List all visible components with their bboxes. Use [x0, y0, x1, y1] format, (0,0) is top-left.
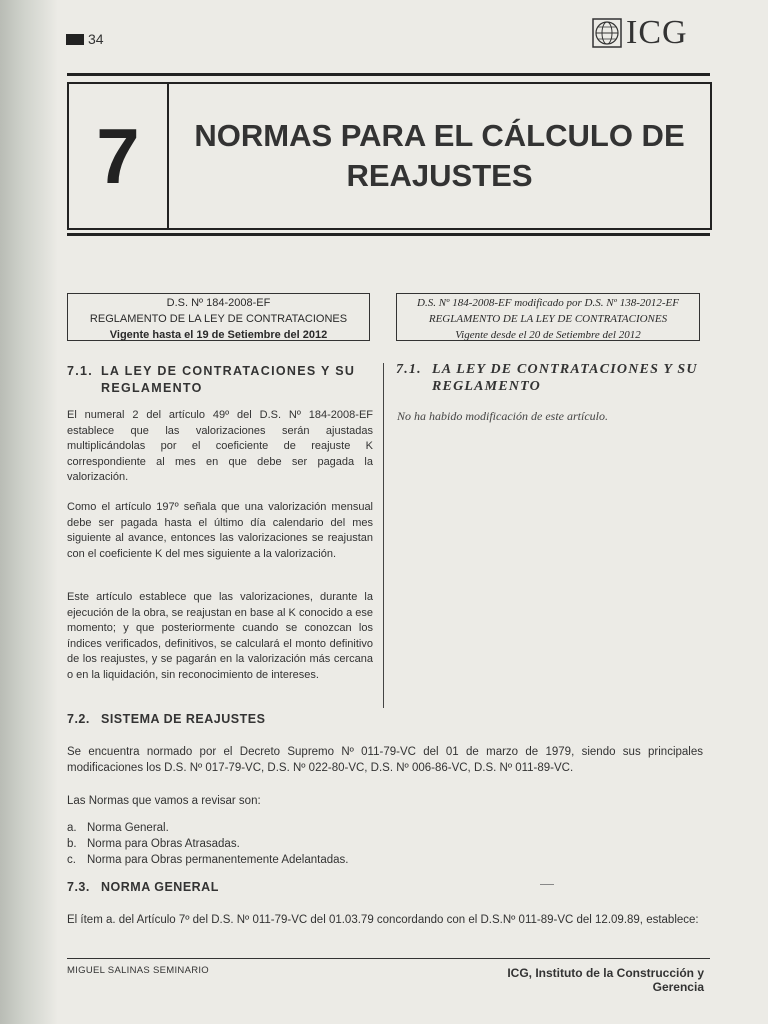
- chapter-title: [169, 116, 710, 196]
- chapter-title-line1: NORMAS PARA EL CÁLCULO DE: [194, 118, 685, 153]
- left-column-header: [67, 293, 370, 341]
- page-marker-square: [66, 34, 84, 45]
- paragraph-7-1-a: El numeral 2 del artículo 49º del D.S. Nº 184-2008-EF establece que las valorizaciones serán ajustadas multiplicándolas por el coeficiente de reajuste K correspondiente al mes en que debe ser pagada la valorización.: [67, 409, 373, 483]
- left-header-line2: REGLAMENTO DE LA LEY DE CONTRATACIONES: [89, 313, 348, 325]
- section-number: 7.1.: [67, 364, 94, 378]
- list-item: b. Norma para Obras Atrasadas.: [67, 838, 240, 850]
- paragraph-7-1-b: Como el artículo 197º señala que una valorización mensual debe ser pagada hasta el último día calendario del mes siguiente al avance, entonces las valorizaciones se reajustan con el coeficiente K del mes siguiente a la valorización.: [67, 501, 373, 560]
- paragraph-7-1-c: Este artículo establece que las valorizaciones, durante la ejecución de la obra, se reajustan en base al K conocido a ese momento; y que posteriormente cuando se conozcan los índices verificados, definitivos, se calculará el monto definitivo de los reajustes, y se pagarán en la valorización más cercana o en la liquidación, sin reconocimiento de intereses.: [67, 591, 373, 681]
- logo-text: ICG: [626, 14, 688, 51]
- chapter-header-box: [67, 82, 712, 230]
- section-7-1-heading-right: [396, 361, 706, 395]
- column-divider: [383, 363, 384, 708]
- left-header-line1: D.S. Nº 184-2008-EF: [166, 297, 271, 309]
- section-7-2-heading: [67, 712, 265, 726]
- book-spine-shadow: [0, 0, 58, 1024]
- section-title-line2: REGLAMENTO: [101, 381, 203, 395]
- right-header-line3: Vigente desde el 20 de Setiembre del 2012: [455, 329, 641, 341]
- list-item: a. Norma General.: [67, 822, 169, 834]
- section-number: 7.3.: [67, 880, 90, 894]
- section-title-line1: LA LEY DE CONTRATACIONES Y SU: [101, 364, 356, 378]
- top-rule: [67, 73, 710, 76]
- section-title-right-line2: REGLAMENTO: [432, 379, 541, 394]
- footer-rule: [67, 958, 710, 959]
- section-title-right-line1: LA LEY DE CONTRATACIONES Y SU: [432, 362, 698, 377]
- globe-icon: [592, 18, 622, 48]
- section-7-3-heading: [67, 880, 219, 894]
- section-number-right: 7.1.: [396, 362, 422, 377]
- page-number: [66, 31, 104, 47]
- chapter-title-line2: REAJUSTES: [346, 158, 533, 193]
- section-number: 7.2.: [67, 712, 90, 726]
- paragraph-7-3-a: El ítem a. del Artículo 7º del D.S. Nº 011-79-VC del 01.03.79 concordando con el D.S.Nº 011-89-VC del 12.09.89, establece:: [67, 914, 699, 926]
- page-number-text: 34: [88, 31, 104, 47]
- section-title: SISTEMA DE REAJUSTES: [101, 712, 266, 726]
- bottom-rule: [67, 233, 710, 236]
- right-column-header: [396, 293, 700, 341]
- right-header-line2: REGLAMENTO DE LA LEY DE CONTRATACIONES: [428, 313, 668, 325]
- norms-list: [67, 820, 348, 868]
- paragraph-7-2-a: Se encuentra normado por el Decreto Supremo Nº 011-79-VC del 01 de marzo de 1979, siendo sus principales modificaciones los D.S. Nº 017-79-VC, D.S. Nº 022-80-VC, D.S. Nº 006-86-VC, D.S. Nº 011-89-VC.: [67, 746, 703, 774]
- pencil-mark: [540, 884, 554, 885]
- list-item: c. Norma para Obras permanentemente Adelantadas.: [67, 854, 349, 866]
- paragraph-7-1-right: No ha habido modificación de este artículo.: [397, 409, 608, 423]
- footer-institution: ICG, Instituto de la Construcción y Gerencia: [507, 966, 704, 994]
- paragraph-7-2-b: Las Normas que vamos a revisar son:: [67, 795, 261, 807]
- right-header-line1: D.S. Nº 184-2008-EF modificado por D.S. Nº 138-2012-EF: [417, 297, 679, 309]
- chapter-number: 7: [69, 84, 169, 228]
- section-7-1-heading: [67, 363, 373, 397]
- footer-author: MIGUEL SALINAS SEMINARIO: [67, 965, 209, 976]
- left-header-line3: Vigente hasta el 19 de Setiembre del 2012: [109, 329, 328, 341]
- section-title: NORMA GENERAL: [101, 880, 219, 894]
- icg-logo: [592, 14, 688, 52]
